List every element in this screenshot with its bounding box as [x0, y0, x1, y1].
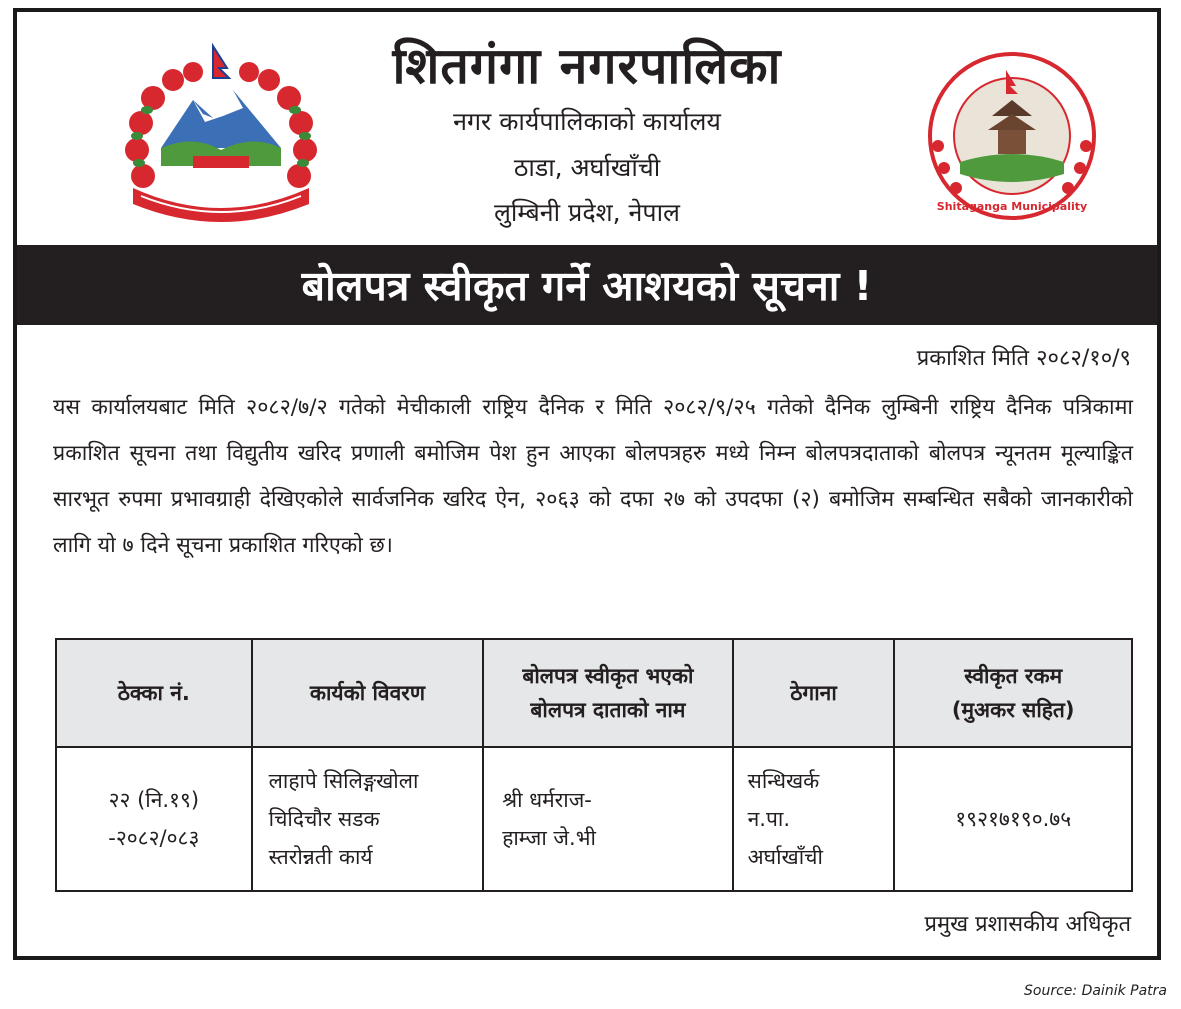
header-amount-line2: (मुअकर सहित) [951, 698, 1075, 722]
shitaganga-municipality-logo-icon [920, 50, 1104, 222]
header-bidder [483, 639, 732, 747]
cell-description [252, 747, 484, 891]
bidder-line1: श्री धर्मराज- [502, 788, 592, 812]
header-bidder-line1: बोलपत्र स्वीकृत भएको [522, 664, 694, 688]
published-date: प्रकाशित मिति २०८२/१०/९ [916, 346, 1131, 371]
cell-amount: १९२१७१९०.७५ [894, 747, 1132, 891]
contract-no-line2: -२०८२/०८३ [108, 826, 200, 850]
org-title: शितगंगा नगरपालिका [392, 37, 782, 95]
address-line1: सन्धिखर्क [747, 769, 820, 793]
award-table [55, 638, 1133, 892]
notice-body: यस कार्यालयबाट मिति २०८२/७/२ गतेको मेचीकाली राष्ट्रिय दैनिक र मिति २०८२/९/२५ गतेको दैनिक लुम्बिनी राष्ट्रिय दैनिक पत्रिकामा प्रकाशित सूचना तथा विद्युतीय खरिद प्रणाली बमोजिम पेश हुन आएका बोलपत्रहरु मध्ये निम्न बोलपत्रदाताको बोलपत्र न्यूनतम मूल्याङ्कित सारभूत रुपमा प्रभावग्राही देखिएकोले सार्वजनिक खरिद ऐन, २०६३ को दफा २७ को उपदफा (२) बमोजिम सम्बन्धित सबैको जानकारीको लागि यो ७ दिने सूचना प्रकाशित गरिएको छ। [53, 395, 1133, 558]
header-description: कार्यको विवरण [252, 639, 484, 747]
header-amount-line1: स्वीकृत रकम [964, 664, 1063, 688]
notice-header [17, 12, 1157, 244]
signatory-title: प्रमुख प्रशासकीय अधिकृत [924, 912, 1131, 937]
nepal-government-emblem-icon [113, 38, 329, 234]
contract-no-line1: २२ (नि.१९) [108, 788, 200, 812]
office-location: ठाडा, अर्घाखाँची [513, 153, 661, 182]
cell-contract-no [56, 747, 252, 891]
header-contract-no: ठेक्का नं. [56, 639, 252, 747]
source-credit: Source: Dainik Patra [1024, 983, 1167, 999]
description-line2: चिदिचौर सडक [268, 807, 380, 831]
notice-frame [13, 8, 1161, 960]
cell-address [733, 747, 895, 891]
address-line2: न.पा. [747, 807, 790, 831]
bidder-line2: हाम्जा जे.भी [502, 826, 596, 850]
cell-bidder [483, 747, 732, 891]
header-amount [894, 639, 1132, 747]
description-line3: स्तरोन्नती कार्य [268, 845, 373, 869]
header-bidder-line2: बोलपत्र दाताको नाम [530, 698, 686, 722]
table-header-row [56, 639, 1132, 747]
office-province: लुम्बिनी प्रदेश, नेपाल [493, 198, 681, 227]
office-name: नगर कार्यपालिकाको कार्यालय [453, 107, 721, 136]
header-address: ठेगाना [733, 639, 895, 747]
description-line1: लाहापे सिलिङ्गखोला [268, 769, 419, 793]
logo-caption: Shitaganga Municipality [936, 200, 1088, 213]
table-row [56, 747, 1132, 891]
notice-title-banner [17, 245, 1157, 325]
notice-title: बोलपत्र स्वीकृत गर्ने आशयको सूचना ! [301, 262, 873, 310]
address-line3: अर्घाखाँची [747, 845, 823, 869]
